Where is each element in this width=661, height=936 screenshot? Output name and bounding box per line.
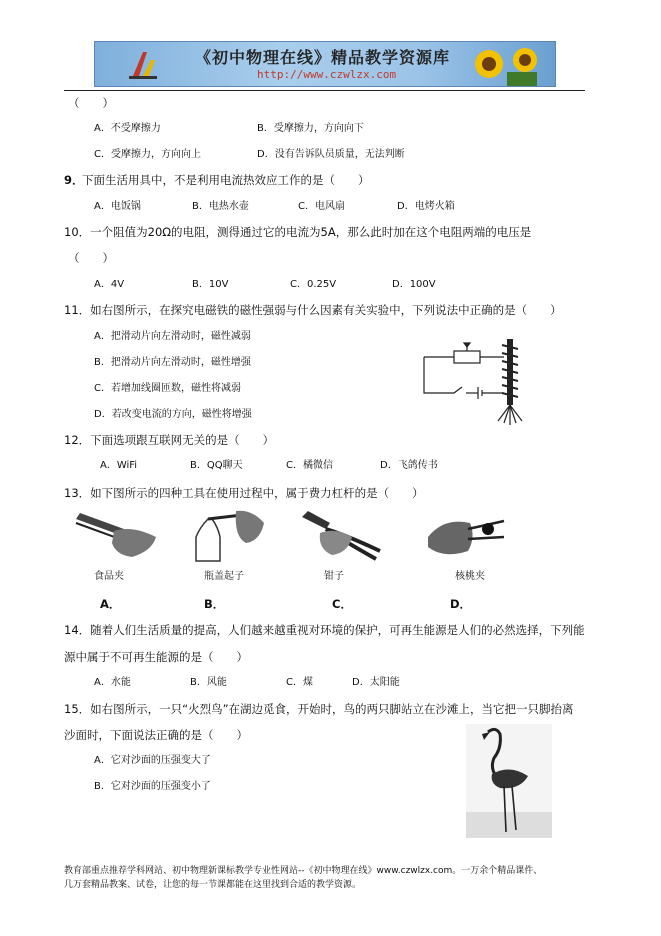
q9-stem: 下面生活用具中，不是利用电流热效应工作的是（ ） [82, 173, 370, 187]
q14-stem-line1: 14．随着人们生活质量的提高，人们越来越重视对环境的保护，可再生能源是人们的必然选择，下列能 [64, 623, 585, 637]
site-logo [125, 46, 161, 82]
q10-option-a: A．4V [94, 279, 125, 290]
q13-caption-a: 食品夹 [94, 571, 124, 582]
q10-option-c: C．0.25V [290, 279, 337, 290]
q11-option-b: B．把滑动片向左滑动时，磁性增强 [94, 357, 251, 368]
q8-option-b: B．受摩擦力，方向向下 [257, 123, 364, 134]
q11-option-d: D．若改变电流的方向，磁性将增强 [94, 409, 252, 420]
q10-option-d: D．100V [392, 279, 436, 290]
q14-option-c: C．煤 [286, 677, 313, 688]
q12-stem: 12．下面选项跟互联网无关的是（ ） [64, 433, 275, 447]
q8-option-d: D．没有告诉队员质量，无法判断 [257, 149, 405, 160]
electromagnet-circuit-figure [414, 335, 534, 431]
q9-option-b: B．电热水壶 [192, 201, 249, 212]
q14-option-a: A．水能 [94, 677, 131, 688]
banner-title: 《初中物理在线》精品教学资源库 [195, 48, 451, 67]
q10-stem: 10．一个阻值为20Ω的电阻，测得通过它的电流为5A，那么此时加在这个电阻两端的电压是 [64, 225, 532, 239]
q11-option-a: A．把滑动片向左滑动时，磁性减弱 [94, 331, 251, 342]
q12-option-a: A．WiFi [100, 460, 138, 471]
q12-option-b: B．QQ聊天 [190, 460, 243, 471]
q13-stem: 13．如下图所示的四种工具在使用过程中，属于费力杠杆的是（ ） [64, 486, 424, 500]
q11-stem: 11．如右图所示，在探究电磁铁的磁性强弱与什么因素有关实验中，下列说法中正确的是（ ） [64, 303, 562, 317]
q12-option-d: D．飞鸽传书 [380, 460, 438, 471]
q15-option-a: A．它对沙面的压强变大了 [94, 755, 211, 766]
pliers-image [296, 507, 386, 563]
q14-option-b: B．风能 [190, 677, 227, 688]
q15-option-b: B．它对沙面的压强变小了 [94, 781, 211, 792]
q9-number: 9． [64, 173, 84, 187]
flamingo-image [466, 724, 552, 838]
header-rule [64, 90, 585, 91]
q13-letter-b: B． [204, 597, 225, 611]
q8-option-a: A．不受摩擦力 [94, 123, 161, 134]
q15-stem-line2: 沙面时，下面说法正确的是（ ） [64, 728, 248, 742]
q11-option-c: C．若增加线圈匝数，磁性将减弱 [94, 383, 241, 394]
footer-line-1: 教育部重点推荐学科网站、初中物理新课标教学专业性网站--《初中物理在线》www.czwlzx.com。一万余个精品课件、 [64, 866, 543, 876]
q13-caption-d: 核桃夹 [455, 571, 485, 582]
q9-option-a: A．电饭锅 [94, 201, 141, 212]
q14-option-d: D．太阳能 [352, 677, 400, 688]
q15-stem-line1: 15．如右图所示，一只“火烈鸟”在湖边觅食，开始时，鸟的两只脚站立在沙滩上，当它把一只脚抬离 [64, 702, 574, 716]
q9-option-d: D．电烤火箱 [397, 201, 455, 212]
nutcracker-image [424, 507, 514, 563]
footer-line-2: 几万套精品教案、试卷，让您的每一节课都能在这里找到合适的教学资源。 [64, 880, 362, 890]
food-tongs-image [72, 507, 162, 563]
q8-option-c: C．受摩擦力，方向向上 [94, 149, 201, 160]
page-footer [64, 864, 624, 892]
q13-caption-c: 钳子 [324, 571, 344, 582]
q13-letter-a: A． [100, 597, 121, 611]
bottle-opener-image [186, 507, 272, 563]
q9-option-c: C．电风扇 [298, 201, 345, 212]
q13-caption-b: 瓶盖起子 [204, 571, 244, 582]
q14-stem-line2: 源中属于不可再生能源的是（ ） [64, 650, 248, 664]
q8-paren: （ ） [68, 96, 114, 110]
q13-letter-d: D． [450, 597, 472, 611]
q13-letter-c: C． [332, 597, 352, 611]
q10-paren: （ ） [68, 251, 114, 265]
sunflower-image [467, 42, 553, 86]
banner-url[interactable]: http://www.czwlzx.com [257, 68, 397, 81]
q12-option-c: C．橘微信 [286, 460, 333, 471]
q10-option-b: B．10V [192, 279, 229, 290]
header-banner [94, 41, 556, 87]
